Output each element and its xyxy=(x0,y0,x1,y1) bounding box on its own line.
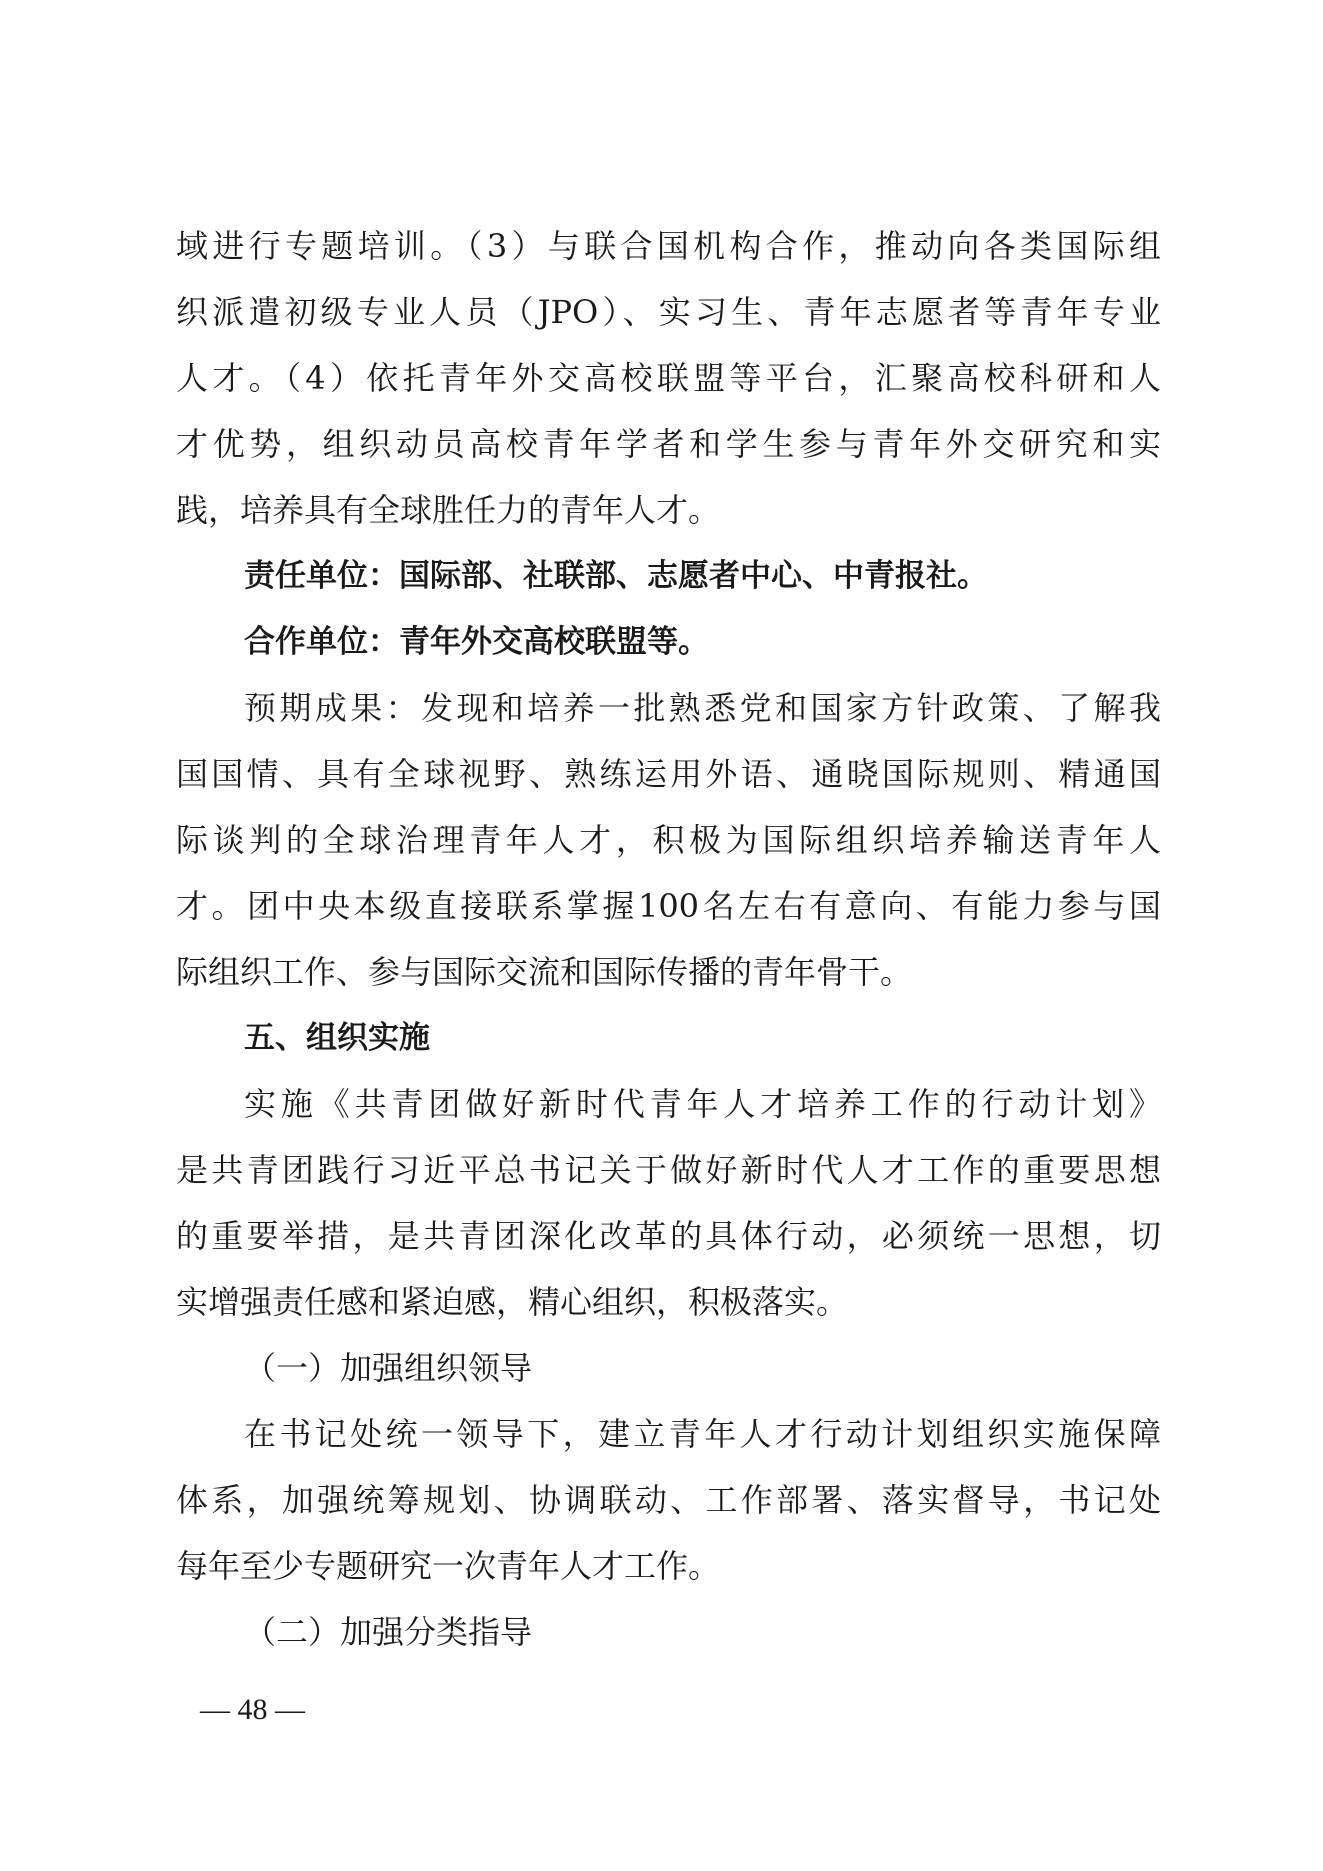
subsection-1-body-line-1: 在书记处统一领导下，建立青年人才行动计划组织实施保障 xyxy=(244,1415,1161,1453)
cooperating-units: 合作单位：青年外交高校联盟等。 xyxy=(244,624,709,660)
paragraph-1-line-1: 域进行专题培训。（3）与联合国机构合作，推动向各类国际组 xyxy=(176,227,1161,265)
paragraph-1-line-3: 人才。（4）依托青年外交高校联盟等平台，汇聚高校科研和人 xyxy=(176,359,1161,397)
section-5-intro-line-4: 实增强责任感和紧迫感，精心组织，积极落实。 xyxy=(176,1283,849,1321)
subsection-2-title: （二）加强分类指导 xyxy=(244,1613,533,1651)
expected-results-line-4: 才。团中央本级直接联系掌握100名左右有意向、有能力参与国 xyxy=(176,887,1161,925)
section-5-intro-line-1: 实施《共青团做好新时代青年人才培养工作的行动计划》 xyxy=(244,1085,1161,1123)
subsection-1-body-line-3: 每年至少专题研究一次青年人才工作。 xyxy=(176,1547,721,1585)
paragraph-1-line-5: 践，培养具有全球胜任力的青年人才。 xyxy=(176,491,721,529)
section-5-title: 五、组织实施 xyxy=(244,1020,430,1056)
subsection-1-body-line-2: 体系，加强统筹规划、协调联动、工作部署、落实督导，书记处 xyxy=(176,1481,1161,1519)
page-number: — 48 — xyxy=(200,1693,305,1726)
section-5-intro-line-3: 的重要举措，是共青团深化改革的具体行动，必须统一思想，切 xyxy=(176,1217,1161,1255)
expected-results-line-1: 预期成果：发现和培养一批熟悉党和国家方针政策、了解我 xyxy=(244,689,1161,727)
expected-results-line-3: 际谈判的全球治理青年人才，积极为国际组织培养输送青年人 xyxy=(176,821,1161,859)
subsection-1-title: （一）加强组织领导 xyxy=(244,1349,533,1387)
expected-results-line-5: 际组织工作、参与国际交流和国际传播的青年骨干。 xyxy=(176,953,913,991)
paragraph-1-line-2: 织派遣初级专业人员（JPO）、实习生、青年志愿者等青年专业 xyxy=(176,293,1161,331)
expected-results-line-2: 国国情、具有全球视野、熟练运用外语、通晓国际规则、精通国 xyxy=(176,755,1161,793)
paragraph-1-line-4: 才优势，组织动员高校青年学者和学生参与青年外交研究和实 xyxy=(176,425,1161,463)
section-5-intro-line-2: 是共青团践行习近平总书记关于做好新时代人才工作的重要思想 xyxy=(176,1151,1161,1189)
responsible-units: 责任单位：国际部、社联部、志愿者中心、中青报社。 xyxy=(244,558,988,594)
